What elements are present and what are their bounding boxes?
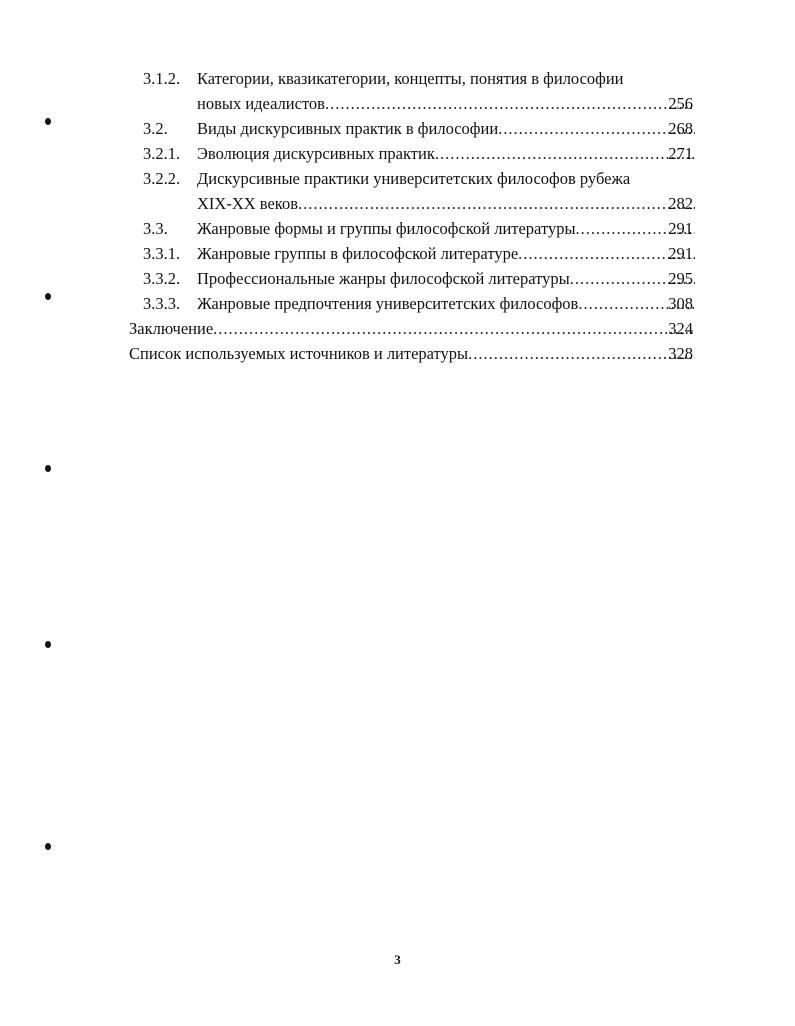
toc-entry-page: 271 [668, 144, 693, 163]
toc-entry-number: 3.1.2. [143, 69, 181, 88]
toc-entry [0, 291, 795, 316]
toc-entry [0, 216, 795, 241]
dot-leader [213, 316, 695, 341]
toc-entry-page: 308 [668, 294, 693, 313]
binding-hole-mark [45, 465, 51, 472]
toc-entry-page: 282 [668, 194, 693, 213]
toc-entry-title: Профессиональные жанры философской литературы ..... [197, 266, 695, 291]
toc-entry [0, 241, 795, 266]
toc-entry-title: Заключение ..... [129, 316, 695, 341]
binding-hole-mark [45, 641, 51, 648]
toc-entry [0, 266, 795, 291]
toc-entry-title: Эволюция дискурсивных практик ..... [197, 141, 695, 166]
dot-leader [298, 191, 695, 216]
toc-entry-page: 295 [668, 269, 693, 288]
toc-entry-page: 256 [668, 94, 693, 113]
toc-entry [0, 316, 795, 341]
toc-entry [0, 166, 795, 191]
toc-entry-title: новых идеалистов ..... [197, 91, 695, 116]
toc-entry [0, 341, 795, 366]
toc-entry-number: 3.3. [143, 219, 168, 238]
toc-entry-page: 291 [668, 219, 693, 238]
toc-entry [0, 66, 795, 91]
toc-entry-title: Жанровые формы и группы философской литературы ..... [197, 216, 695, 241]
toc-entry-number: 3.3.1. [143, 244, 181, 263]
toc-entry-title: XIX-XX веков ..... [197, 191, 695, 216]
toc-entry [0, 191, 795, 216]
toc-entry [0, 116, 795, 141]
toc-entry-number: 3.2.1. [143, 144, 181, 163]
toc-entry [0, 141, 795, 166]
toc-entry-page: 291 [668, 244, 693, 263]
dot-leader [325, 91, 695, 116]
toc-entry-title: Жанровые предпочтения университетских философов ..... [197, 291, 695, 316]
toc-entry [0, 91, 795, 116]
toc-entry-number: 3.3.3. [143, 294, 181, 313]
toc-entry-page: 328 [668, 344, 693, 363]
toc-entry-title: Дискурсивные практики университетских философов рубежа [197, 169, 631, 188]
toc-entry-page: 268 [668, 119, 693, 138]
toc-entry-title: Виды дискурсивных практик в философии ..... [197, 116, 695, 141]
binding-hole-mark [45, 843, 51, 850]
page-number: 3 [394, 952, 401, 967]
toc-entry-title: Категории, квазикатегории, концепты, понятия в философии [197, 69, 624, 88]
toc-entry-title: Жанровые группы в философской литературе ..... [197, 241, 695, 266]
toc-entry-number: 3.2. [143, 119, 168, 138]
toc-entry-number: 3.2.2. [143, 169, 181, 188]
toc-entry-title: Список используемых источников и литературы ..... [129, 341, 695, 366]
toc-entry-number: 3.3.2. [143, 269, 181, 288]
toc-entry-page: 324 [668, 319, 693, 338]
